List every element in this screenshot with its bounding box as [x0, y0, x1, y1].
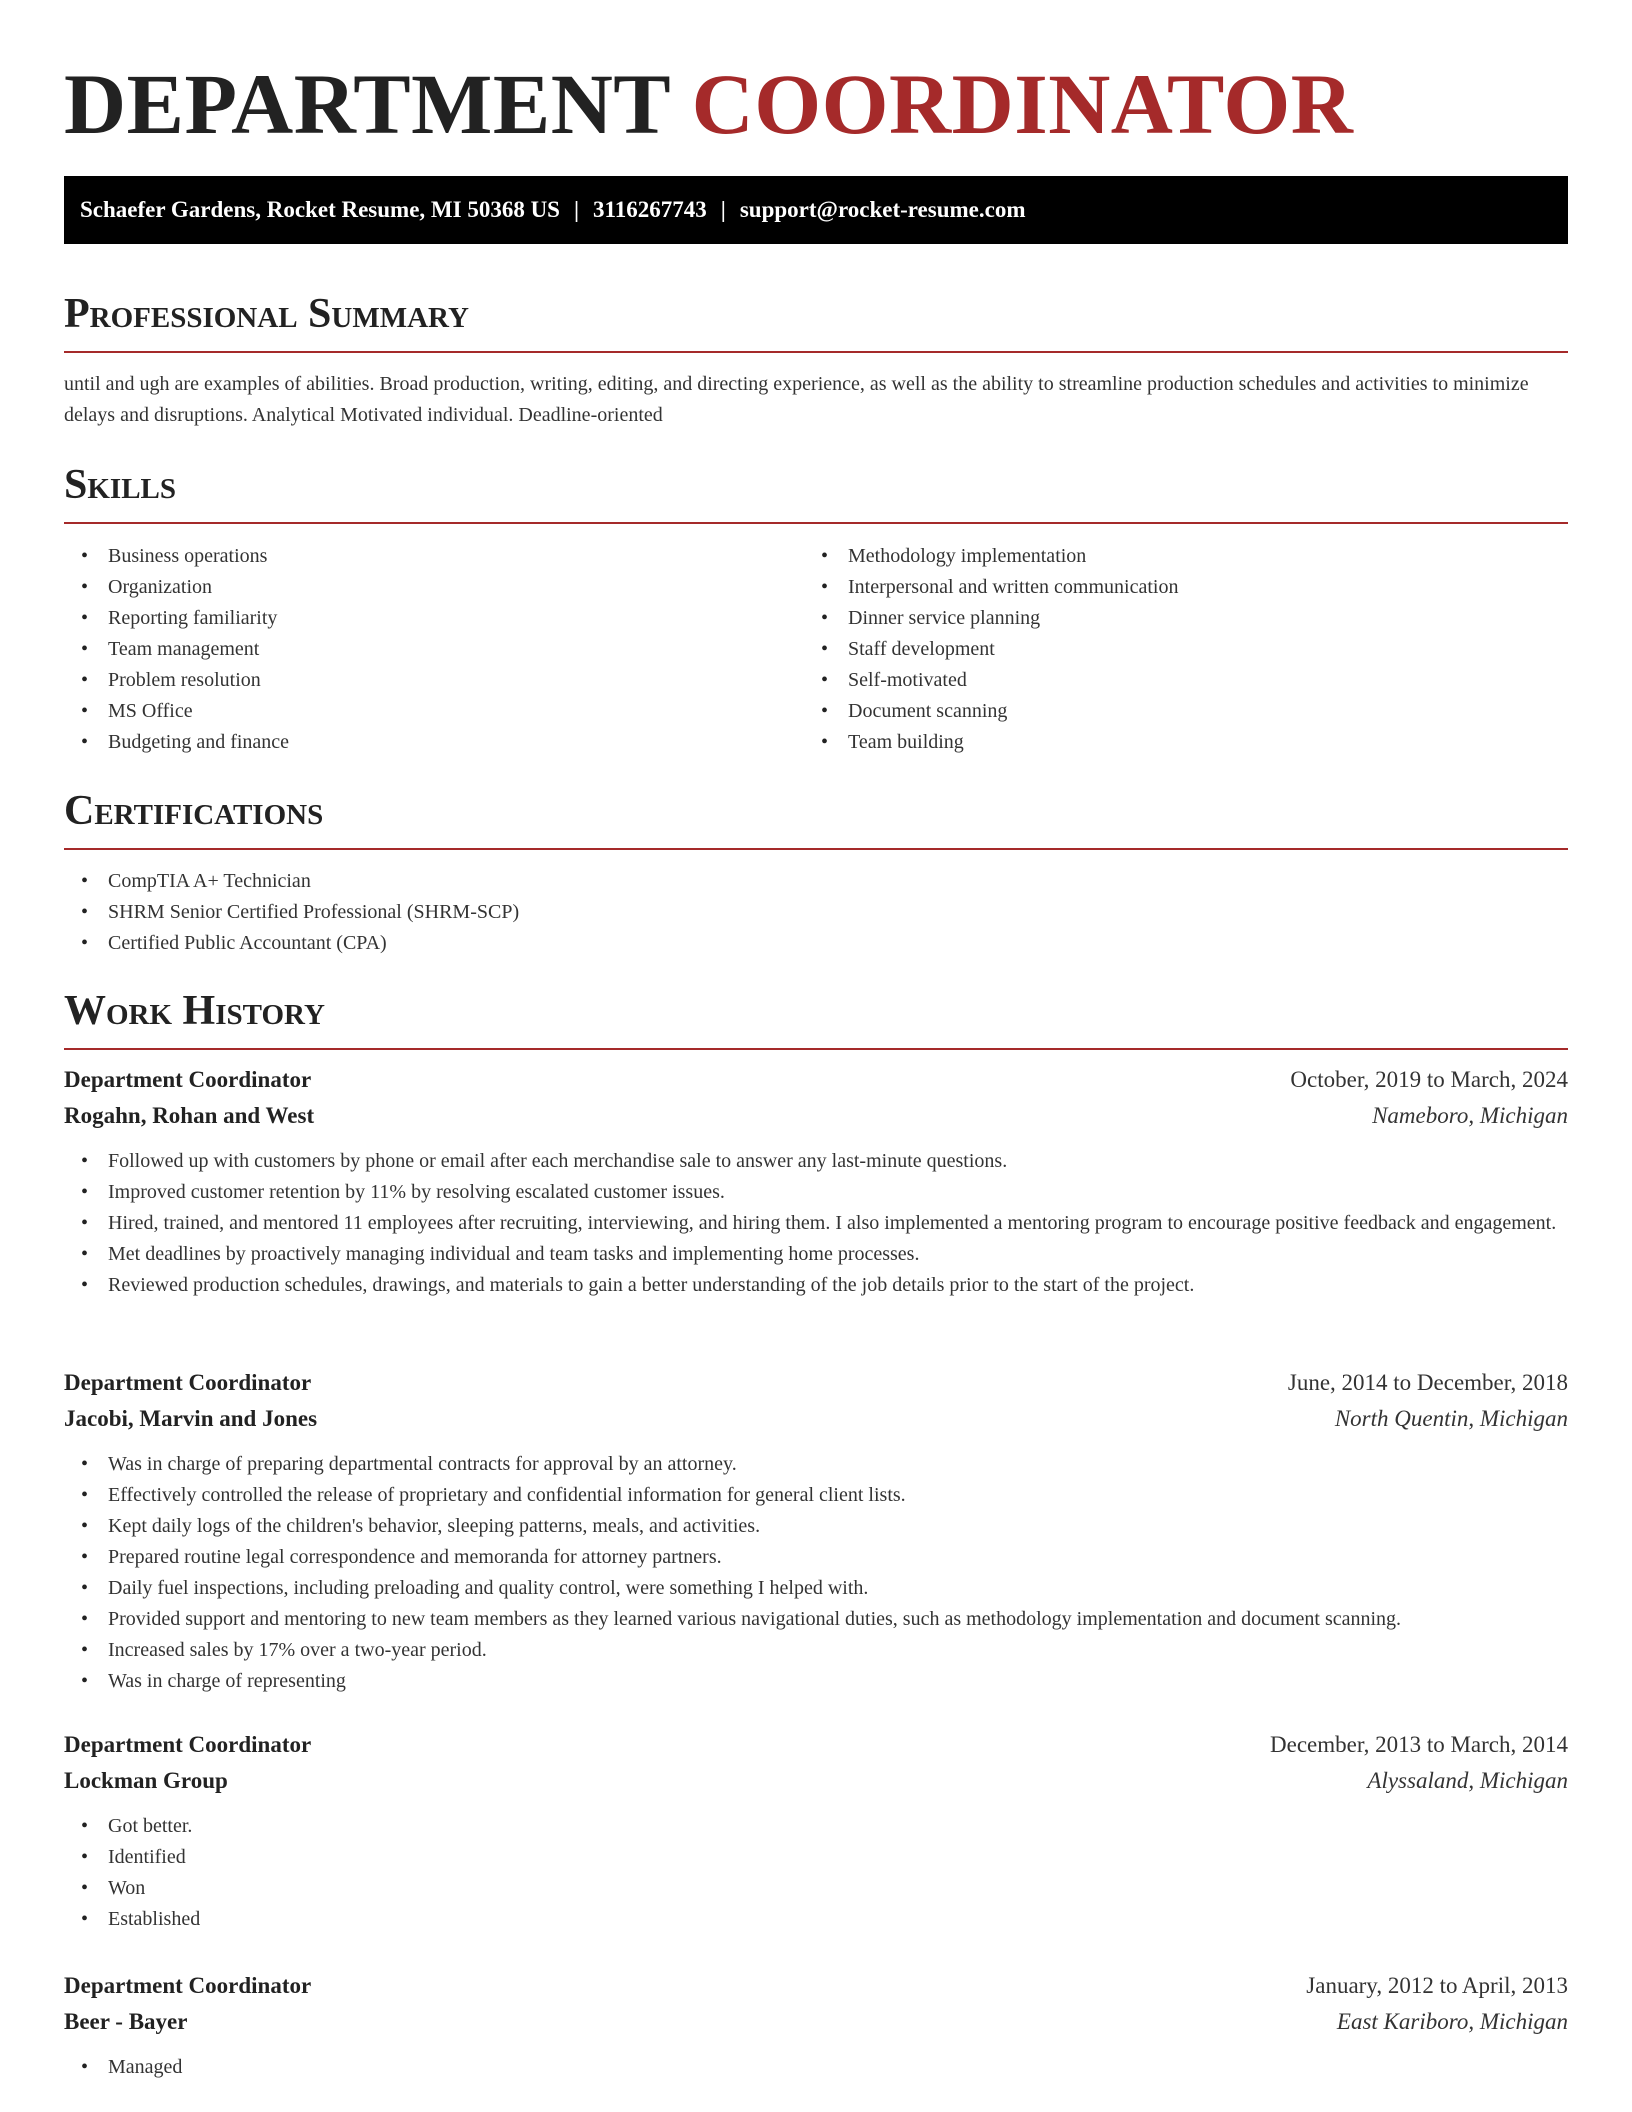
summary-divider — [64, 351, 1568, 353]
skills-list-right — [804, 541, 1568, 758]
certifications-divider — [64, 848, 1568, 850]
job-bullet: • Reviewed production schedules, drawings, and materials to gain a better understanding of the job details prior to the start of the project. — [64, 1270, 1568, 1301]
skill-item: • Staff development — [804, 634, 1568, 665]
job-bullet: • Met deadlines by proactively managing individual and team tasks and implementing home processes. — [64, 1239, 1568, 1270]
skills-list-left — [64, 541, 804, 758]
skill-item: • Self-motivated — [804, 665, 1568, 696]
skill-item: • Business operations — [64, 541, 804, 572]
contact-bar — [64, 176, 1568, 244]
job-location: East Kariboro, Michigan — [1336, 2009, 1568, 2034]
work-history-heading: Work History — [64, 988, 325, 1034]
job-bullet: • Provided support and mentoring to new team members as they learned various navigational duties, such as methodology implementation and document scanning. — [64, 1604, 1568, 1635]
job-bullet: • Was in charge of preparing departmental contracts for approval by an attorney. — [64, 1449, 1568, 1480]
contact-phone: 3116267743 — [593, 197, 707, 222]
job-company: Lockman Group — [64, 1768, 228, 1793]
job-bullet: • Improved customer retention by 11% by resolving escalated customer issues. — [64, 1177, 1568, 1208]
summary-text: until and ugh are examples of abilities. Broad production, writing, editing, and directing experience, as well as the ability to streamline production schedules and activities to minimize delays and disruptions. Analytical Motivated individual. Deadline-oriented — [64, 373, 1529, 426]
job-company-row — [64, 1098, 1568, 1134]
job-title-row — [64, 1727, 1568, 1763]
job-bullet: • Won — [64, 1873, 1568, 1904]
job-bullet: • Followed up with customers by phone or email after each merchandise sale to answer any last-minute questions. — [64, 1146, 1568, 1177]
skills-heading: Skills — [64, 462, 177, 508]
job-title: Department Coordinator — [64, 1370, 312, 1395]
job-location: Nameboro, Michigan — [1372, 1103, 1568, 1128]
job-title: Department Coordinator — [64, 1067, 312, 1092]
name-last: COORDINATOR — [691, 56, 1354, 152]
certification-item: • CompTIA A+ Technician — [64, 866, 1568, 897]
certification-item: • Certified Public Accountant (CPA) — [64, 928, 1568, 959]
job-location: Alyssaland, Michigan — [1367, 1768, 1568, 1793]
job-title-row — [64, 1062, 1568, 1098]
job-bullets — [64, 2052, 1568, 2083]
job-bullets — [64, 1146, 1568, 1301]
job-bullet: • Hired, trained, and mentored 11 employees after recruiting, interviewing, and hiring them. I also implemented a mentoring program to encourage positive feedback and engagement. — [64, 1208, 1568, 1239]
skill-item: • Team building — [804, 727, 1568, 758]
skill-item: • Budgeting and finance — [64, 727, 804, 758]
skill-item: • Organization — [64, 572, 804, 603]
job-entry — [64, 1062, 1568, 1301]
job-company: Rogahn, Rohan and West — [64, 1103, 315, 1128]
job-dates: December, 2013 to March, 2014 — [1270, 1732, 1568, 1757]
job-title: Department Coordinator — [64, 1732, 312, 1757]
skill-item: • Problem resolution — [64, 665, 804, 696]
job-company: Jacobi, Marvin and Jones — [64, 1406, 318, 1431]
job-bullets — [64, 1811, 1568, 1935]
job-title: Department Coordinator — [64, 1973, 312, 1998]
job-dates: June, 2014 to December, 2018 — [1287, 1370, 1568, 1395]
job-company-row — [64, 1763, 1568, 1799]
contact-separator: | — [720, 197, 726, 222]
job-entry — [64, 1968, 1568, 2083]
job-company: Beer - Bayer — [64, 2009, 188, 2034]
job-entry — [64, 1365, 1568, 1697]
skill-item: • Team management — [64, 634, 804, 665]
certifications-list — [64, 866, 1568, 959]
job-bullet: • Identified — [64, 1842, 1568, 1873]
skill-item: • Interpersonal and written communication — [804, 572, 1568, 603]
job-bullet: • Effectively controlled the release of proprietary and confidential information for general client lists. — [64, 1480, 1568, 1511]
skills-divider — [64, 522, 1568, 524]
job-dates: January, 2012 to April, 2013 — [1306, 1973, 1568, 1998]
job-bullets — [64, 1449, 1568, 1697]
job-dates: October, 2019 to March, 2024 — [1290, 1067, 1568, 1092]
contact-address: Schaefer Gardens, Rocket Resume, MI 50368 US — [80, 197, 560, 222]
contact-separator: | — [573, 197, 580, 222]
job-title-row — [64, 1968, 1568, 2004]
job-bullet: • Prepared routine legal correspondence and memoranda for attorney partners. — [64, 1542, 1568, 1573]
contact-email[interactable]: support@rocket-resume.com — [739, 197, 1026, 222]
job-company-row — [64, 1401, 1568, 1437]
job-bullet: • Established — [64, 1904, 1568, 1935]
skill-item: • MS Office — [64, 696, 804, 727]
job-bullet: • Got better. — [64, 1811, 1568, 1842]
certifications-heading: Certifications — [64, 788, 324, 834]
job-location: North Quentin, Michigan — [1334, 1406, 1568, 1431]
summary-heading: Professional Summary — [64, 291, 469, 337]
skill-item: • Reporting familiarity — [64, 603, 804, 634]
job-bullet: • Kept daily logs of the children's behavior, sleeping patterns, meals, and activities. — [64, 1511, 1568, 1542]
job-bullet: • Managed — [64, 2052, 1568, 2083]
job-title-row — [64, 1365, 1568, 1401]
job-bullet: • Increased sales by 17% over a two-year period. — [64, 1635, 1568, 1666]
job-bullet: • Daily fuel inspections, including preloading and quality control, were something I helped with. — [64, 1573, 1568, 1604]
resume-name-heading — [64, 54, 1353, 154]
certification-item: • SHRM Senior Certified Professional (SHRM-SCP) — [64, 897, 1568, 928]
work-history-divider — [64, 1048, 1568, 1050]
skill-item: • Methodology implementation — [804, 541, 1568, 572]
job-company-row — [64, 2004, 1568, 2040]
skill-item: • Document scanning — [804, 696, 1568, 727]
job-bullet: • Was in charge of representing — [64, 1666, 1568, 1697]
job-entry — [64, 1727, 1568, 1935]
name-first: DEPARTMENT — [64, 56, 670, 152]
skill-item: • Dinner service planning — [804, 603, 1568, 634]
